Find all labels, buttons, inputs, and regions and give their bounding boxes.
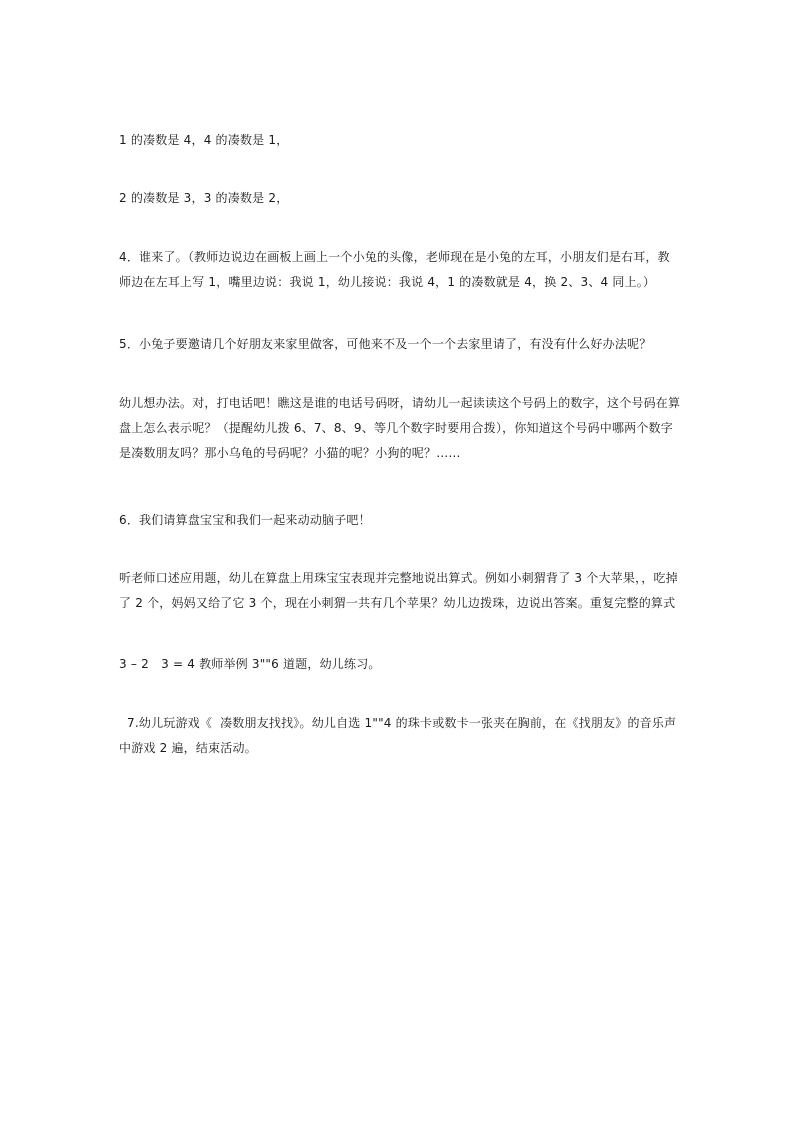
paragraph-4-text: 5．小兔子要邀请几个好朋友来家里做客，可他来不及一个一个去家里请了，有没有什么好办法呢？: [119, 337, 652, 351]
paragraph-7: [119, 566, 679, 616]
paragraph-7-line-2: 了 2 个，妈妈又给了它 3 个，现在小刺猬一共有几个苹果？幼儿边拨珠，边说出答案。重复完整的算式: [119, 596, 676, 610]
paragraph-9: [119, 711, 679, 761]
paragraph-3-line-1: 4．谁来了。（教师边说边在画板上画上一个小兔的头像，老师现在是小兔的左耳，小朋友们是右耳，教: [119, 250, 670, 264]
paragraph-1: [119, 128, 679, 153]
paragraph-6-text: 6．我们请算盘宝宝和我们一起来动动脑子吧！: [119, 513, 371, 527]
paragraph-4: [119, 332, 679, 357]
paragraph-9-line-1: 7.幼儿玩游戏《 凑数朋友找找》。幼儿自选 1""4 的珠卡或数卡一张夹在胸前，在《找朋友》的音乐声: [119, 716, 677, 730]
paragraph-3: [119, 245, 679, 295]
paragraph-5-line-3: 是凑数朋友吗？那小乌龟的号码呢？小猫的呢？小狗的呢？……: [119, 446, 461, 460]
paragraph-1-text: 1 的凑数是 4，4 的凑数是 1，: [119, 133, 289, 147]
paragraph-5-line-1: 幼儿想办法。对，打电话吧！瞧这是谁的电话号码呀，请幼儿一起读读这个号码上的数字，这个号码在算: [119, 396, 681, 410]
paragraph-8-text: 3 – 2 3 = 4 教师举例 3""6 道题，幼儿练习。: [119, 657, 381, 671]
paragraph-2: [119, 186, 679, 211]
paragraph-6: [119, 508, 679, 533]
paragraph-5: [119, 391, 679, 466]
paragraph-7-line-1: 听老师口述应用题，幼儿在算盘上用珠宝宝表现并完整地说出算式。例如小刺猬背了 3 个大苹果，，吃掉: [119, 571, 678, 585]
paragraph-8: [119, 652, 679, 677]
paragraph-5-line-2: 盘上怎么表示呢？（提醒幼儿拨 6、7、8、9、等几个数字时要用合拨），你知道这个号码中哪两个数字: [119, 421, 673, 435]
paragraph-9-line-2: 中游戏 2 遍，结束活动。: [119, 741, 257, 755]
paragraph-2-text: 2 的凑数是 3，3 的凑数是 2，: [119, 191, 289, 205]
paragraph-3-line-2: 师边在左耳上写 1，嘴里边说：我说 1，幼儿接说：我说 4，1 的凑数就是 4，换 2、3、4 同上。）: [119, 275, 656, 289]
